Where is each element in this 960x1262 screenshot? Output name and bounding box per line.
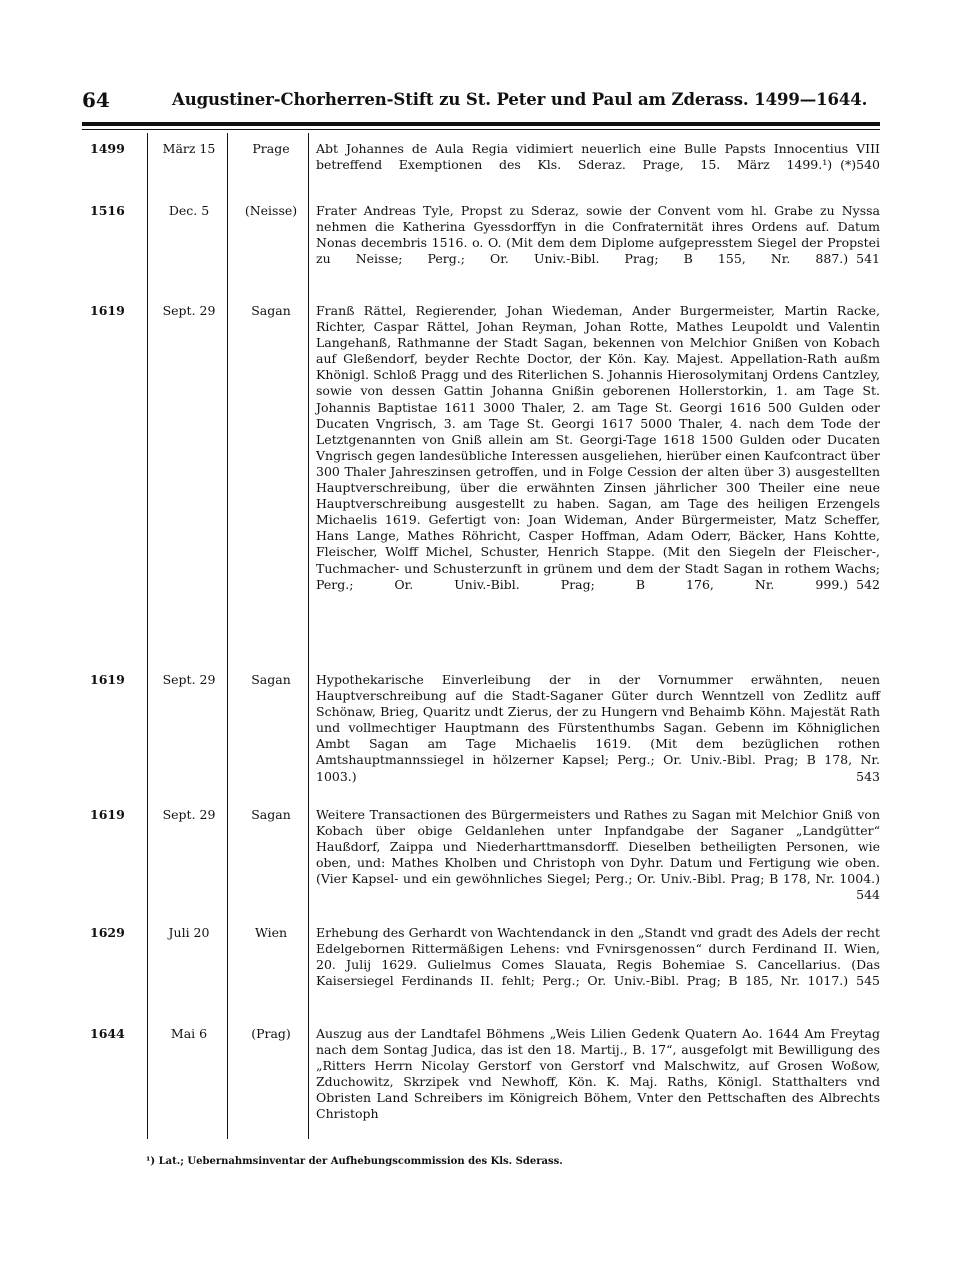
entry-place: Sagan — [251, 303, 291, 318]
entry-date: Sept. 29 — [162, 672, 216, 687]
entry-body: Frater Andreas Tyle, Propst zu Sderaz, sowie der Convent vom hl. Grabe zu Nyssa nehmen die Katherina Gyessdorffyn in die Confraternität ihres Ordens auf. Datum Nonas decembris 1516. o. O. (Mit dem dem Diplome aufgepresstem Siegel der Propstei zu Neisse; Perg.; Or. Univ.-Bibl. Prag; B 155, Nr. 887.) — [316, 203, 880, 267]
entry-body: Hypothekarische Einverleibung der in der Vornummer erwähnten, neuen Hauptverschreibung auf die Stadt-Saganer Güter durch Wenntzell von Zedlitz auff Schönaw, Brieg, Quaritz undt Zierus, der zu Hungern vnd Behaimb Köhn. Majestät Rath und vollmechtiger Hauptmann des Fürstenthumbs Sagan. Gebenn im Köhniglichen Ambt Sagan am Tage Michaelis 1619. (Mit dem bezüglichen rothen Amtshauptmannssiegel in hölzerner Kapsel; Perg.; Or. Univ.-Bibl. Prag; B 178, Nr. 1003.) — [316, 672, 880, 784]
running-title: Augustiner-Chorherren-Stift zu St. Peter und Paul am Zderass. 1499—1644. — [172, 90, 868, 109]
entry-text — [316, 672, 880, 785]
entry-body: Franß Rättel, Regierender, Johan Wiedeman, Ander Burgermeister, Martin Racke, Richter, Caspar Rättel, Johan Reyman, Johan Rotte, Mathes Leupoldt und Valentin Langehanß, Rathmanne der Stadt Sagan, bekennen von Melchior Gnißen von Kobach auf Gleßendorf, beyder Rechte Doctor, der Kön. Kay. Majest. Appellation-Rath außm Khönigl. Schloß Pragg und des Riterlichen S. Johannis Hierosolymitanj Ordens Cantzley, sowie von dessen Gattin Johanna Gnißin geborenen Hollerstorkin, 1. am Tage St. Johannis Baptistae 1611 3000 Thaler, 2. am Tage St. Georgi 1616 500 Gulden oder Ducaten Vngrisch, 3. am Tage St. Georgi 1617 5000 Thaler, 4. nach dem Tode der Letztgenannten von Gniß allein am St. Georgi-Tage 1618 1500 Gulden oder Ducaten Vngrisch gegen landesübliche Interessen ausgeliehen, hierüber einen Kaufcontract über 300 Thaler Jahreszinsen getroffen, und in Folge Cession der alten über 3) ausgestellten Hauptverschreibung, über die erwähnten Zinsen jährlicher 300 Theiler eine neue Hauptverschreibung ausgestellt zu haben. Sagan, am Tage des heiligen Erzengels Michaelis 1619. Gefertigt von: Joan Wideman, Ander Bürgermeister, Matz Scheffer, Hans Lange, Mathes Röhricht, Casper Hoffman, Adam Oderr, Bäcker, Hans Kohtte, Fleischer, Wolff Michel, Schuster, Henrich Stappe. (Mit den Siegeln der Fleischer-, Tuchmacher- und Schusterzunft in grünem und dem der Stadt Sagan in rothem Wachs; Perg.; Or. Univ.-Bibl. Prag; B 176, Nr. 999.) — [316, 303, 880, 592]
entry-text — [316, 807, 880, 904]
entry-body: Weitere Transactionen des Bürgermeisters und Rathes zu Sagan mit Melchior Gniß von Kobach über obige Geldanlehen unter Inpfandgabe der Saganer „Landgütter“ Haußdorf, Zaippa und Niederharttmansdorff. Dieselben betheiligten Personen, wie oben, und: Mathes Kholben und Christoph von Dyhr. Datum und Fertigung wie oben. (Vier Kapsel- und ein gewöhnliches Siegel; Perg.; Or. Univ.-Bibl. Prag; B 178, Nr. 1004.) — [316, 807, 880, 887]
entry-place: Wien — [254, 925, 288, 940]
entry-body: Erhebung des Gerhardt von Wachtendanck in den „Standt vnd gradt des Adels der recht Edelgebornen Rittermäßigen Lehens: vnd Fvnirsgenossen“ durch Ferdinand II. Wien, 20. Julij 1629. Gulielmus Comes Slauata, Regis Bohemiae S. Cancellarius. (Das Kaisersiegel Ferdinands II. fehlt; Perg.; Or. Univ.-Bibl. Prag; B 185, Nr. 1017.) — [316, 925, 880, 989]
column-divider-place — [308, 133, 309, 1139]
entry-year: 1516 — [90, 203, 125, 218]
entry-body: Abt Johannes de Aula Regia vidimiert neuerlich eine Bulle Papsts Innocentius VIII betreffend Exemptionen des Kls. Sderaz. Prage, 15. März 1499.¹) — [316, 141, 880, 173]
entry-place: (Prag) — [251, 1026, 291, 1041]
entry-text — [316, 925, 880, 989]
entry-year: 1644 — [90, 1026, 125, 1041]
footnote: ¹) Lat.; Uebernahmsinventar der Aufhebungscommission des Kls. Sderass. — [146, 1156, 563, 1167]
page-header — [82, 88, 880, 118]
entry-date: März 15 — [162, 141, 216, 156]
entry-number: 545 — [856, 973, 880, 989]
column-divider-year — [147, 133, 148, 1139]
entry-date: Juli 20 — [168, 925, 210, 940]
entry-date: Mai 6 — [170, 1026, 208, 1041]
entry-text — [316, 203, 880, 267]
entry-number: 542 — [856, 576, 880, 592]
entry-date: Sept. 29 — [162, 303, 216, 318]
entry-place: Sagan — [251, 672, 291, 687]
header-rule-thin — [82, 129, 880, 130]
entry-number: (*)540 — [840, 157, 880, 173]
entry-year: 1619 — [90, 672, 125, 687]
header-rule-thick — [82, 122, 880, 126]
entry-place: (Neisse) — [244, 203, 298, 218]
entry-number: 543 — [856, 768, 880, 784]
entry-date: Dec. 5 — [168, 203, 210, 218]
entry-text — [316, 1026, 880, 1123]
column-divider-date — [227, 133, 228, 1139]
entry-body: Auszug aus der Landtafel Böhmens „Weis Lilien Gedenk Quatern Ao. 1644 Am Freytag nach dem Sontag Judica, das ist den 18. Martij., B. 17“, ausgefolgt mit Bewilligung des „Ritters Herrn Nicolay Gerstorf von Gerstorf vnd Malschwitz, auf Grosen Woßow, Zduchowitz, Skrzipek vnd Newhoff, Kön. K. Maj. Raths, Königl. Statthalters vnd Obristen Land Schreibers im Königreich Böhem, Vnter den Pettschaften des Albrechts Christoph — [316, 1026, 880, 1122]
entry-place: Sagan — [251, 807, 291, 822]
entry-date: Sept. 29 — [162, 807, 216, 822]
entry-year: 1499 — [90, 141, 125, 156]
entry-year: 1629 — [90, 925, 125, 940]
entry-text — [316, 141, 880, 173]
entry-place: Prage — [252, 141, 290, 156]
entry-number: 541 — [856, 251, 880, 267]
entry-year: 1619 — [90, 303, 125, 318]
entry-number: 544 — [856, 887, 880, 903]
entry-year: 1619 — [90, 807, 125, 822]
entry-text — [316, 303, 880, 593]
page-number: 64 — [82, 88, 110, 112]
